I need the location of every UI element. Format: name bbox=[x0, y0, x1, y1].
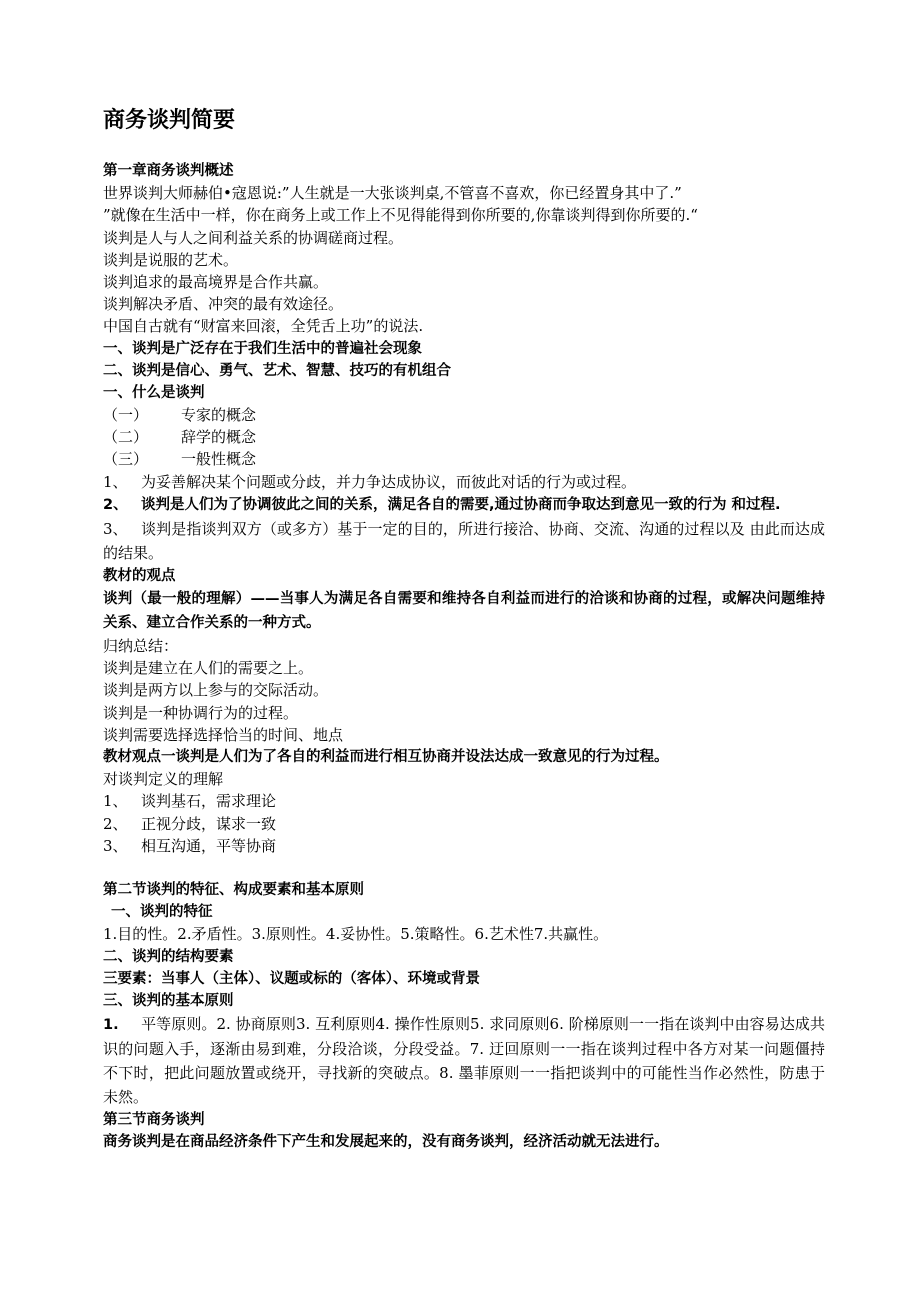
bold-paragraph: 商务谈判是在商品经济条件下产生和发展起来的，没有商务谈判，经济活动就无法进行。 bbox=[103, 1134, 669, 1151]
list-text: 谈判是指谈判双方（或多方）基于一定的目的，所进行接洽、协商、交流、沟通的过程以及 由此而达成的结果。 bbox=[103, 519, 825, 562]
paragraph: 谈判是建立在人们的需要之上。 bbox=[103, 659, 314, 678]
list-item bbox=[103, 517, 825, 565]
list-text: 平等原则。2. 协商原则3. 互利原则4. 操作性原则5. 求同原则6. 阶梯原则一一指在谈判中由容易达成共识的问题入手，逐渐由易到难，分段洽谈，分段受益。7. 迂回原则一一指在谈判过程中各方对某一问题僵持不下时，把此问题放置或绕开，寻找新的突破点。8. 墨菲原则一一指把谈判中的可能性当作必然性，防患于未然。 bbox=[103, 1015, 825, 1107]
list-text: 谈判是人们为了协调彼此之间的关系，满足各自的需要,通过协商而争取达到意见一致的行为 和过程. bbox=[141, 496, 781, 513]
paragraph: 1.目的性。2.矛盾性。3.原则性。4.妥协性。5.策略性。6.艺术性7.共赢性。 bbox=[103, 925, 609, 944]
section-heading: 一、什么是谈判 bbox=[103, 384, 205, 401]
section-heading: 第二节谈判的特征、构成要素和基本原则 bbox=[103, 882, 364, 899]
list-item bbox=[103, 790, 825, 812]
list-item bbox=[103, 426, 825, 448]
paragraph: 谈判是说服的艺术。 bbox=[103, 250, 239, 269]
paragraph: 归纳总结： bbox=[103, 637, 179, 655]
section-heading: 二、谈判是信心、勇气、艺术、智慧、技巧的有机组合 bbox=[103, 362, 451, 379]
list-text: 一般性概念 bbox=[181, 450, 257, 469]
list-number: （三） bbox=[103, 450, 149, 469]
list-item bbox=[103, 448, 825, 470]
document-title: 商务谈判简要 bbox=[103, 108, 236, 133]
definition-paragraph: 谈判（最一般的理解）——当事人为满足各自需要和维持各自利益而进行的洽谈和协商的过程，或解决问题维持关系、建立合作关系的一种方式。 bbox=[103, 591, 825, 631]
paragraph: 谈判需要选择选择恰当的时间、地点 bbox=[103, 725, 344, 744]
section-heading: 第三节商务谈判 bbox=[103, 1112, 205, 1129]
bold-paragraph: 三要素：当事人（主体）、议题或标的（客体）、环境或背景 bbox=[103, 970, 480, 987]
chapter-heading: 第一章商务谈判概述 bbox=[103, 163, 234, 179]
section-heading: 一、谈判是广泛存在于我们生活中的普遍社会现象 bbox=[103, 340, 422, 357]
document-body bbox=[103, 160, 825, 1154]
bold-paragraph: 教材观点一谈判是人们为了各自的利益而进行相互协商并设法达成一致意见的行为过程。 bbox=[103, 748, 669, 765]
paragraph: 谈判是一种协调行为的过程。 bbox=[103, 703, 299, 722]
list-number: 3、 bbox=[103, 836, 128, 855]
list-item bbox=[103, 471, 825, 493]
list-item bbox=[103, 813, 825, 835]
list-number: 1、 bbox=[103, 472, 128, 491]
list-item bbox=[103, 1012, 825, 1109]
section-heading: 三、谈判的基本原则 bbox=[103, 993, 234, 1009]
list-text: 专家的概念 bbox=[181, 406, 257, 425]
list-item bbox=[103, 404, 825, 426]
list-item bbox=[103, 835, 825, 857]
paragraph: 谈判追求的最高境界是合作共赢。 bbox=[103, 272, 329, 291]
section-heading: 一、谈判的特征 bbox=[111, 904, 213, 921]
list-text: 相互沟通，平等协商 bbox=[141, 836, 277, 855]
list-number: 2、 bbox=[103, 814, 128, 833]
list-text: 正视分歧，谋求一致 bbox=[141, 814, 277, 833]
list-number: （一） bbox=[103, 406, 149, 425]
paragraph: 对谈判定义的理解 bbox=[103, 770, 224, 789]
section-heading: 二、谈判的结构要素 bbox=[103, 948, 234, 965]
paragraph: 谈判是人与人之间利益关系的协调磋商过程。 bbox=[103, 228, 404, 247]
paragraph: 谈判是两方以上参与的交际活动。 bbox=[103, 681, 329, 700]
paragraph: 中国自古就有“财富来回滚，全凭舌上功”的说法. bbox=[103, 317, 424, 336]
paragraph: 世界谈判大师赫伯•寇恩说:”人生就是一大张谈判桌,不管喜不喜欢，你已经置身其中了.” bbox=[103, 184, 682, 203]
list-number: 3、 bbox=[103, 519, 128, 538]
list-text: 谈判基石，需求理论 bbox=[141, 792, 277, 811]
section-heading: 教材的观点 bbox=[103, 567, 176, 584]
paragraph: ”就像在生活中一样，你在商务上或工作上不见得能得到你所要的,你靠谈判得到你所要的.“ bbox=[103, 206, 698, 225]
spacer bbox=[103, 857, 825, 879]
list-number: 1、 bbox=[103, 792, 128, 811]
list-item bbox=[103, 493, 825, 517]
list-number: （二） bbox=[103, 428, 149, 447]
list-number: 1. bbox=[103, 1017, 119, 1034]
list-text: 为妥善解决某个问题或分歧，并力争达成协议，而彼此对话的行为或过程。 bbox=[141, 472, 637, 491]
paragraph: 谈判解决矛盾、冲突的最有效途径。 bbox=[103, 295, 344, 314]
list-text: 辞学的概念 bbox=[181, 428, 257, 447]
list-number: 2、 bbox=[103, 496, 128, 513]
